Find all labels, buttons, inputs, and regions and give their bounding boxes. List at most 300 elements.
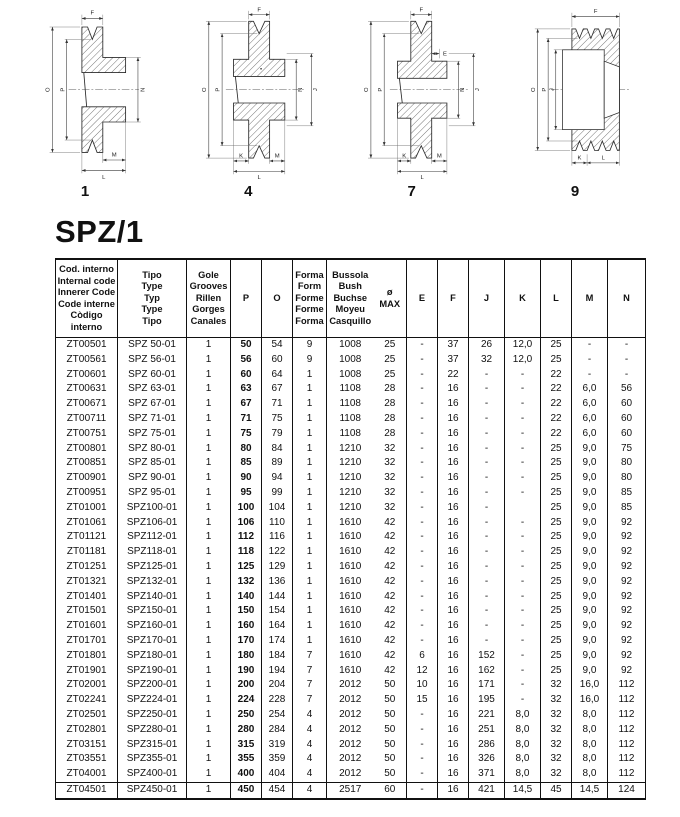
- cell: -: [505, 530, 541, 545]
- cell: 10: [407, 678, 438, 693]
- cell: 50: [384, 708, 396, 720]
- cell: -: [505, 442, 541, 457]
- cell: ZT00951: [66, 486, 107, 498]
- cell: SPZ200-01: [118, 678, 187, 693]
- dim-label-o: O: [45, 87, 52, 92]
- dim-label-o: O: [363, 87, 370, 92]
- cell: -: [407, 397, 438, 412]
- cell: 16: [438, 501, 469, 516]
- cell: 16: [438, 382, 469, 397]
- cell: 100: [231, 501, 262, 516]
- cell: 42: [384, 546, 396, 558]
- cell: 12: [407, 664, 438, 679]
- cell: 42: [384, 531, 396, 543]
- cell: 9: [293, 353, 327, 368]
- pulley-drawing-figure-9: [508, 6, 670, 200]
- cell: 92: [608, 634, 646, 649]
- cell: -: [469, 634, 505, 649]
- cell: -: [469, 397, 505, 412]
- cell: 1: [293, 619, 327, 634]
- cell: 16: [438, 427, 469, 442]
- cell: 1: [293, 368, 327, 383]
- cell: 16: [438, 456, 469, 471]
- cell: -: [469, 471, 505, 486]
- table-row: [56, 486, 646, 501]
- cell: -: [505, 560, 541, 575]
- cell: ZT00801: [66, 442, 107, 454]
- cell: 9,0: [572, 471, 608, 486]
- cell: 22: [541, 397, 572, 412]
- cell: -: [407, 516, 438, 531]
- cell: 25: [541, 664, 572, 679]
- cell: -: [469, 382, 505, 397]
- dim-label-m: M: [111, 152, 117, 159]
- cell: ZT00751: [66, 427, 107, 439]
- cell: -: [407, 738, 438, 753]
- cell: 16: [438, 530, 469, 545]
- cell: 32: [384, 501, 396, 513]
- cell: 1: [187, 545, 231, 560]
- table-row: [56, 723, 646, 738]
- cell: -: [407, 708, 438, 723]
- cell: -: [505, 590, 541, 605]
- cell: 1: [293, 486, 327, 501]
- col-header-grooves: Gole Grooves Rillen Gorges Canales: [187, 259, 231, 338]
- cell: 9,0: [572, 560, 608, 575]
- cell: 1: [293, 471, 327, 486]
- cell: 25: [541, 619, 572, 634]
- cell: 16: [438, 738, 469, 753]
- cell: 60: [231, 368, 262, 383]
- cell: -: [407, 486, 438, 501]
- cell: 25: [541, 338, 572, 353]
- cell: 7: [293, 693, 327, 708]
- cell: -: [608, 353, 646, 368]
- table-row: [56, 338, 646, 353]
- cell: 9,0: [572, 634, 608, 649]
- cell: 16: [438, 782, 469, 798]
- cell: ZT01061: [66, 516, 107, 528]
- cell: 9,0: [572, 486, 608, 501]
- cell: -: [505, 545, 541, 560]
- dim-label-l: L: [601, 155, 605, 162]
- cell: 162: [469, 664, 505, 679]
- table-row: [56, 545, 646, 560]
- cell: 174: [262, 634, 293, 649]
- cell: SPZ100-01: [118, 501, 187, 516]
- cell: ZT00501: [66, 339, 107, 350]
- cell: 1: [187, 412, 231, 427]
- cell: 1: [187, 397, 231, 412]
- cell: 9,0: [572, 501, 608, 516]
- cell: 25: [541, 634, 572, 649]
- cell: 180: [231, 649, 262, 664]
- cell: 1: [187, 560, 231, 575]
- cell: -: [505, 382, 541, 397]
- cell: SPZ180-01: [118, 649, 187, 664]
- cell: SPZ160-01: [118, 619, 187, 634]
- cell: 1: [293, 545, 327, 560]
- cell: 37: [438, 353, 469, 368]
- col-header-e: E: [407, 259, 438, 338]
- cell: 1610: [327, 545, 374, 560]
- table-row: [56, 456, 646, 471]
- cell: 228: [262, 693, 293, 708]
- pulley-drawing-figure-7: [345, 6, 507, 200]
- cell: 1: [293, 456, 327, 471]
- cell: SPZ 67-01: [118, 397, 187, 412]
- table-row: [56, 412, 646, 427]
- cell: 421: [469, 782, 505, 798]
- dim-label-k: K: [577, 155, 582, 162]
- cell: 28: [384, 383, 396, 395]
- cell: 1: [187, 368, 231, 383]
- cell: 25: [541, 545, 572, 560]
- cell: -: [505, 427, 541, 442]
- cell: 1: [187, 693, 231, 708]
- cell: -: [407, 427, 438, 442]
- cell: 1: [293, 501, 327, 516]
- cell: 1108: [327, 397, 374, 412]
- cell: 71: [262, 397, 293, 412]
- table-row: [56, 368, 646, 383]
- cell: 1: [187, 664, 231, 679]
- cell: 1: [293, 634, 327, 649]
- dim-label-n: N: [298, 87, 305, 92]
- cell: 60: [608, 427, 646, 442]
- cell: -: [469, 412, 505, 427]
- table-row: [56, 693, 646, 708]
- cell: 28: [384, 398, 396, 410]
- cell: 7: [293, 678, 327, 693]
- cell: 42: [384, 649, 396, 661]
- cell: 25: [384, 353, 396, 365]
- cell: 8,0: [572, 767, 608, 782]
- cell: -: [572, 353, 608, 368]
- table-row: [56, 590, 646, 605]
- cell: -: [407, 752, 438, 767]
- cell: 326: [469, 752, 505, 767]
- cell: 132: [231, 575, 262, 590]
- cell: ZT02001: [66, 679, 107, 691]
- pulley-drawings-row: [0, 0, 680, 200]
- cell: 32: [384, 486, 396, 498]
- cell: SPZ132-01: [118, 575, 187, 590]
- cell: 2012: [327, 723, 374, 738]
- col-header-type: Tipo Type Typ Type Tipo: [118, 259, 187, 338]
- cell: 404: [262, 767, 293, 782]
- table-row: [56, 664, 646, 679]
- cell: -: [505, 575, 541, 590]
- figure-number-4: 4: [244, 183, 253, 200]
- cell: 1: [187, 619, 231, 634]
- dim-label-p: P: [60, 87, 67, 92]
- cell: 2012: [327, 738, 374, 753]
- cell: ZT01901: [66, 664, 107, 676]
- cell: 4: [293, 723, 327, 738]
- cell: 12,0: [505, 338, 541, 353]
- cell: ZT01501: [66, 605, 107, 617]
- cell: 170: [231, 634, 262, 649]
- cell: 112: [608, 693, 646, 708]
- cell: ZT00671: [66, 398, 107, 410]
- cell: -: [572, 368, 608, 383]
- cell: 25: [541, 442, 572, 457]
- cell: -: [469, 442, 505, 457]
- table-row: [56, 782, 646, 798]
- dim-label-l: L: [257, 175, 262, 181]
- cell: 1: [187, 486, 231, 501]
- cell: ZT03151: [66, 738, 107, 750]
- cell: 8,0: [505, 708, 541, 723]
- cell: 60: [608, 412, 646, 427]
- cell: ZT01001: [66, 501, 107, 513]
- cell: 95: [231, 486, 262, 501]
- cell: 16,0: [572, 693, 608, 708]
- cell: 25: [541, 530, 572, 545]
- header-row: [56, 259, 646, 338]
- cell: 25: [541, 649, 572, 664]
- cell: -: [407, 619, 438, 634]
- cell: 1: [187, 767, 231, 782]
- cell: 6,0: [572, 397, 608, 412]
- cell: 25: [541, 560, 572, 575]
- cell: 16: [438, 678, 469, 693]
- cell: 112: [608, 678, 646, 693]
- cell: SPZ 80-01: [118, 442, 187, 457]
- cell: 1: [187, 382, 231, 397]
- cell: 1610: [327, 530, 374, 545]
- cell: 118: [231, 545, 262, 560]
- dim-label-o: O: [530, 87, 537, 92]
- cell: 112: [231, 530, 262, 545]
- cell: 1610: [327, 575, 374, 590]
- dim-label-j: J: [549, 88, 556, 92]
- cell: 32: [384, 472, 396, 484]
- cell: 16: [438, 708, 469, 723]
- cell: 99: [262, 486, 293, 501]
- table-row: [56, 427, 646, 442]
- cell: 4: [293, 708, 327, 723]
- cell: 1: [187, 456, 231, 471]
- cell: 75: [608, 442, 646, 457]
- cell: 1610: [327, 590, 374, 605]
- cell: 25: [541, 575, 572, 590]
- cell: 42: [384, 664, 396, 676]
- cell: 9,0: [572, 545, 608, 560]
- table-row: [56, 604, 646, 619]
- col-header-k: K: [505, 259, 541, 338]
- figure-number-9: 9: [570, 183, 580, 200]
- cell: 67: [262, 382, 293, 397]
- cell: 92: [608, 619, 646, 634]
- cell: 42: [384, 620, 396, 632]
- cell: 14,5: [505, 782, 541, 798]
- dim-label-k: K: [239, 153, 244, 160]
- cell: 85: [608, 486, 646, 501]
- cell: -: [469, 368, 505, 383]
- cell: -: [469, 545, 505, 560]
- cell: ZT01321: [66, 575, 107, 587]
- cell: 144: [262, 590, 293, 605]
- cell: 454: [262, 782, 293, 798]
- cell: SPZ 63-01: [118, 382, 187, 397]
- cell: 1: [187, 738, 231, 753]
- cell: 92: [608, 560, 646, 575]
- col-header-m: M: [572, 259, 608, 338]
- cell: SPZ 56-01: [118, 353, 187, 368]
- cell: 1610: [327, 516, 374, 531]
- cell: 2012: [327, 767, 374, 782]
- cell: 221: [469, 708, 505, 723]
- pulley-drawing-figure-1: [18, 6, 180, 200]
- table-row: [56, 501, 646, 516]
- cell: 1108: [327, 427, 374, 442]
- cell: 359: [262, 752, 293, 767]
- cell: 8,0: [505, 767, 541, 782]
- cell: 1: [187, 634, 231, 649]
- cell: 122: [262, 545, 293, 560]
- cell: 22: [541, 368, 572, 383]
- cell: 16: [438, 634, 469, 649]
- cell: 251: [469, 723, 505, 738]
- cell: 16: [438, 486, 469, 501]
- dim-label-f: F: [90, 10, 95, 17]
- cell: 25: [541, 516, 572, 531]
- cell: 25: [384, 339, 396, 350]
- table-row: [56, 575, 646, 590]
- cell: SPZ 75-01: [118, 427, 187, 442]
- cell: 71: [231, 412, 262, 427]
- cell: 194: [262, 664, 293, 679]
- cell: -: [469, 590, 505, 605]
- cell: 32: [541, 693, 572, 708]
- cell: ZT00561: [66, 353, 107, 365]
- cell: 75: [262, 412, 293, 427]
- cell: 42: [384, 634, 396, 646]
- cell: SPZ 95-01: [118, 486, 187, 501]
- cell: ZT01801: [66, 649, 107, 661]
- cell: -: [469, 560, 505, 575]
- cell: 16: [438, 471, 469, 486]
- cell: 16: [438, 560, 469, 575]
- cell: SPZ125-01: [118, 560, 187, 575]
- dim-label-f: F: [419, 7, 423, 14]
- pulley-cross-section-1-image: [23, 6, 175, 181]
- cell: 6,0: [572, 382, 608, 397]
- cell: 32: [541, 767, 572, 782]
- cell: 8,0: [572, 752, 608, 767]
- table-row: [56, 530, 646, 545]
- cell: -: [505, 604, 541, 619]
- cell: 16: [438, 649, 469, 664]
- cell: -: [407, 456, 438, 471]
- cell: -: [608, 338, 646, 353]
- cell: 92: [608, 664, 646, 679]
- cell: 1: [187, 516, 231, 531]
- cell: 1: [187, 708, 231, 723]
- cell: 8,0: [572, 723, 608, 738]
- cell: 32: [541, 678, 572, 693]
- cell: 7: [293, 649, 327, 664]
- cell: -: [407, 471, 438, 486]
- cell: 2012: [327, 708, 374, 723]
- cell: 150: [231, 604, 262, 619]
- cell: -: [469, 516, 505, 531]
- cell: SPZ190-01: [118, 664, 187, 679]
- cell: SPZ118-01: [118, 545, 187, 560]
- cell: -: [407, 382, 438, 397]
- cell: 16: [438, 767, 469, 782]
- pulley-cross-section-9-image: [513, 6, 665, 181]
- cell: 1: [187, 678, 231, 693]
- cell: 315: [231, 738, 262, 753]
- cell: ZT02801: [66, 723, 107, 735]
- cell: 54: [262, 338, 293, 353]
- cell: SPZ400-01: [118, 767, 187, 782]
- cell: 112: [608, 752, 646, 767]
- cell: 15: [407, 693, 438, 708]
- cell: 125: [231, 560, 262, 575]
- cell: 104: [262, 501, 293, 516]
- cell: 16: [438, 664, 469, 679]
- cell: 1610: [327, 560, 374, 575]
- cell: -: [469, 501, 505, 516]
- cell: -: [469, 604, 505, 619]
- cell: 16: [438, 604, 469, 619]
- cell: -: [407, 634, 438, 649]
- cell: 14,5: [572, 782, 608, 798]
- pulley-cross-section-7-image: [350, 6, 502, 181]
- cell: 25: [541, 486, 572, 501]
- cell: 32: [541, 752, 572, 767]
- table-row: [56, 619, 646, 634]
- cell: 92: [608, 649, 646, 664]
- dim-label-p: P: [541, 87, 548, 92]
- cell: 50: [384, 768, 396, 780]
- cell: 1: [187, 530, 231, 545]
- cell: 1: [187, 501, 231, 516]
- cell: 319: [262, 738, 293, 753]
- cell: 84: [262, 442, 293, 457]
- cell: ZT01181: [66, 546, 107, 558]
- table-row: [56, 634, 646, 649]
- cell: 254: [262, 708, 293, 723]
- dim-label-n: N: [459, 87, 466, 92]
- cell: 50: [384, 679, 396, 691]
- cell: 25: [541, 501, 572, 516]
- cell: -: [505, 412, 541, 427]
- table-row: [56, 353, 646, 368]
- cell: 64: [262, 368, 293, 383]
- cell: 16: [438, 575, 469, 590]
- cell: -: [505, 486, 541, 501]
- cell: 1008: [327, 353, 374, 368]
- cell: ZT01251: [66, 560, 107, 572]
- cell: -: [407, 604, 438, 619]
- dim-label-e: E: [442, 51, 447, 58]
- cell: -: [505, 516, 541, 531]
- cell: SPZ170-01: [118, 634, 187, 649]
- cell: 85: [608, 501, 646, 516]
- cell: 92: [608, 530, 646, 545]
- cell: 92: [608, 575, 646, 590]
- cell: 1210: [327, 471, 374, 486]
- figure-number-1: 1: [80, 183, 90, 200]
- cell: -: [469, 530, 505, 545]
- cell: 1008: [327, 368, 374, 383]
- table-row: [56, 767, 646, 782]
